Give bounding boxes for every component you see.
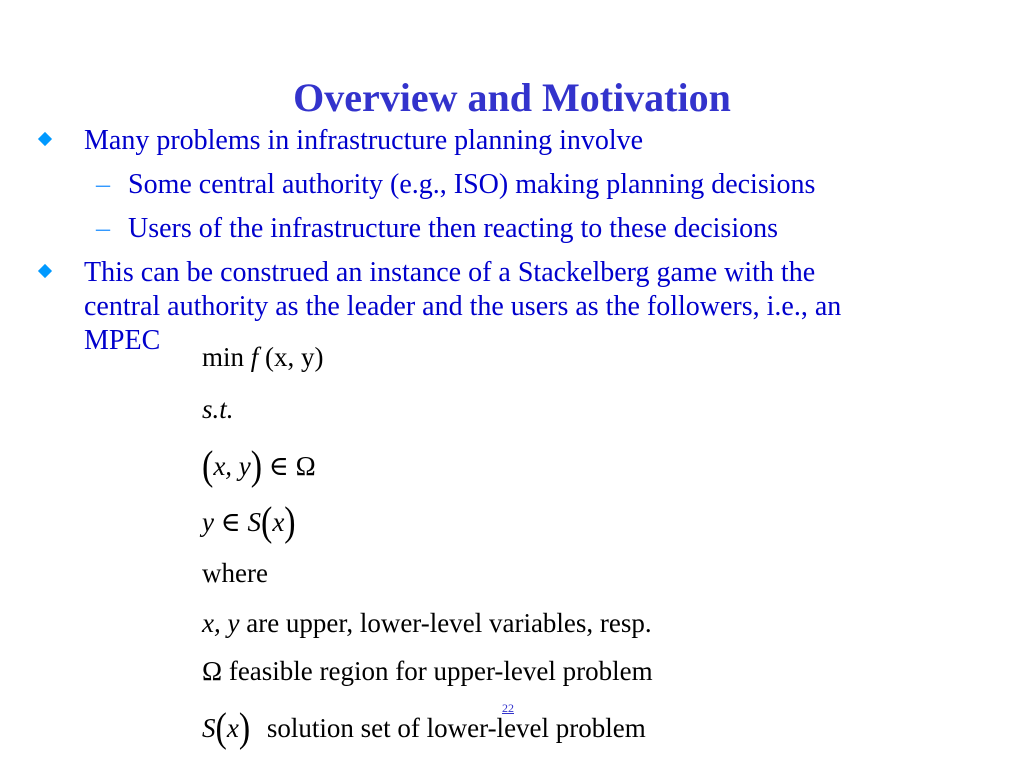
sub-bullet-item-1: [40, 168, 1015, 202]
constraint-row-1: (x, y) ∈ Ω: [202, 444, 316, 489]
subject-to-row: s.t.: [202, 394, 234, 424]
bullet-text-line-2: central authority as the leader and the users as the followers, i.e., an: [84, 291, 842, 322]
sub-bullet-item-2: [40, 212, 1015, 246]
objective-row: min f (x, y): [202, 342, 324, 372]
bullet-text-line-1: This can be construed an instance of a Stackelberg game with the: [84, 257, 816, 288]
constraint-row-2: y ∈ S(x): [202, 500, 296, 545]
where-row: where: [202, 558, 268, 588]
definition-row-2: Ω feasible region for upper-level problem: [202, 656, 653, 686]
bullet-item-2: [40, 256, 1015, 358]
bullet-list: [40, 124, 1015, 368]
slide-title: Overview and Motivation: [293, 75, 731, 120]
page-number: 22: [502, 701, 514, 715]
bullet-text-line-3: MPEC: [84, 325, 161, 356]
dash-bullet-icon: –: [96, 213, 110, 244]
sub-bullet-text: Some central authority (e.g., ISO) making planning decisions: [128, 169, 816, 200]
sub-bullet-text: Users of the infrastructure then reacting to these decisions: [128, 213, 779, 244]
bullet-text: Many problems in infrastructure planning involve: [84, 125, 644, 156]
definition-row-1: x, y are upper, lower-level variables, resp.: [202, 608, 652, 638]
definition-row-3: S(x) solution set of lower-level problem: [202, 706, 646, 751]
diamond-bullet-icon: [38, 132, 52, 146]
diamond-bullet-icon: [38, 264, 52, 278]
dash-bullet-icon: –: [96, 169, 110, 200]
bullet-item-1: [40, 124, 1015, 158]
